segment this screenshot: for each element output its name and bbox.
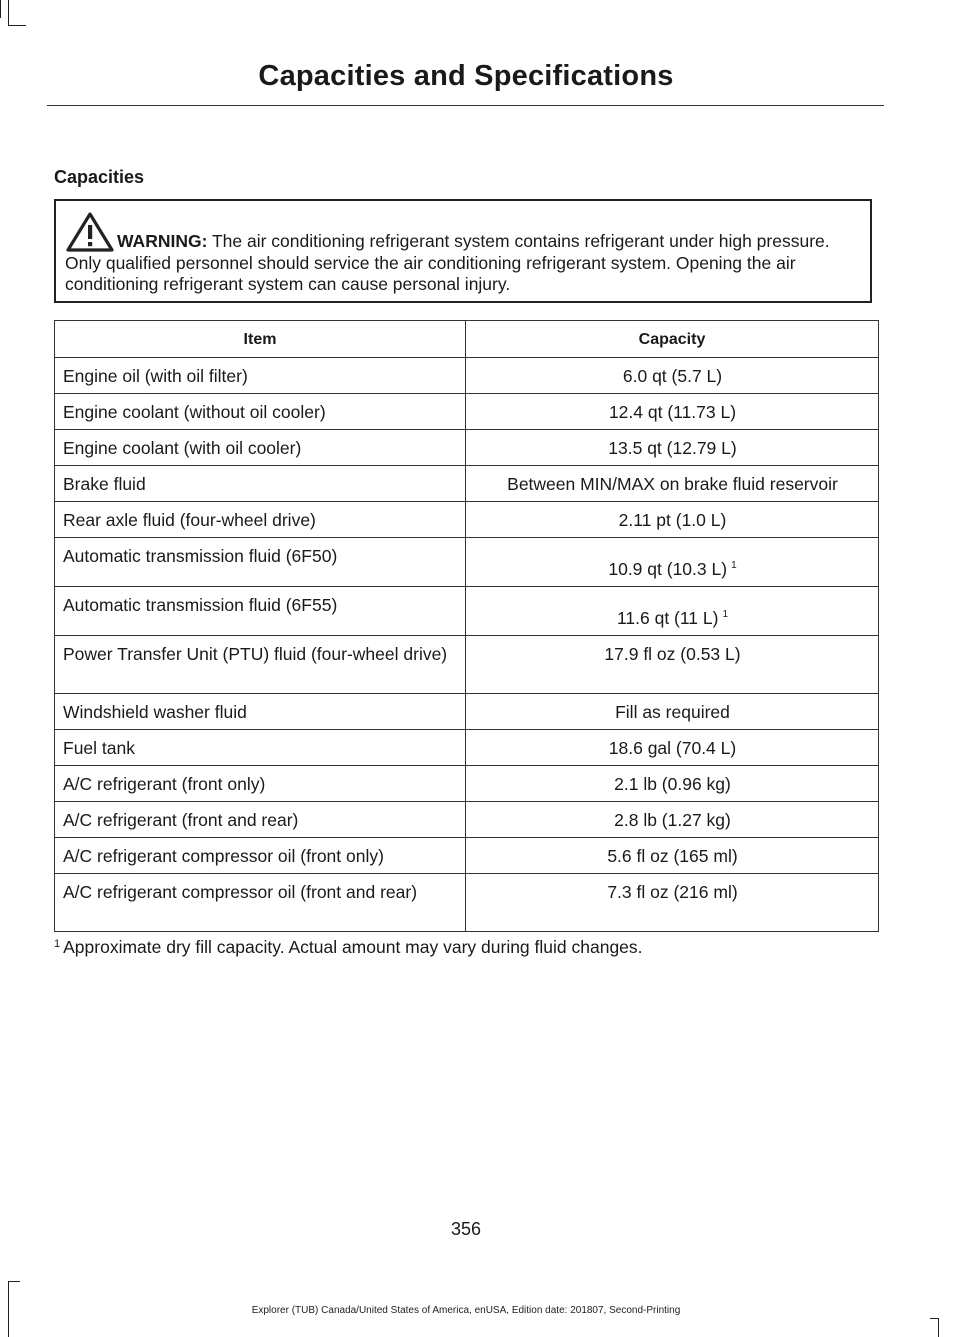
capacity-cell (466, 538, 879, 587)
table-row (55, 430, 879, 466)
item-cell: Automatic transmission fluid (6F55) (55, 587, 466, 636)
item-cell: Fuel tank (55, 730, 466, 766)
capacity-cell: 2.8 lb (1.27 kg) (466, 802, 879, 838)
item-cell: A/C refrigerant (front only) (55, 766, 466, 802)
page-title: Capacities and Specifications (258, 60, 674, 92)
warning-text (65, 231, 865, 296)
crop-mark (8, 1281, 20, 1282)
item-cell: Windshield washer fluid (55, 694, 466, 730)
table-row (55, 636, 879, 694)
table-row (55, 587, 879, 636)
header-divider (47, 105, 884, 106)
warning-body: The air conditioning refrigerant system contains refrigerant under high pressure. Only qualified personnel should service the air conditioning refrigerant system. Opening the air conditioning refrigerant system can cause personal injury. (65, 231, 830, 294)
page-number: 356 (450, 1219, 482, 1239)
item-cell: Rear axle fluid (four-wheel drive) (55, 502, 466, 538)
capacity-cell: 2.11 pt (1.0 L) (466, 502, 879, 538)
warning-box (54, 199, 872, 303)
table-row (55, 766, 879, 802)
item-cell: A/C refrigerant compressor oil (front and rear) (55, 874, 466, 932)
capacity-cell: 12.4 qt (11.73 L) (466, 394, 879, 430)
column-header-item: Item (55, 321, 466, 358)
crop-mark (930, 1318, 939, 1319)
capacity-cell: 7.3 fl oz (216 ml) (466, 874, 879, 932)
capacity-cell: 18.6 gal (70.4 L) (466, 730, 879, 766)
capacity-cell: 6.0 qt (5.7 L) (466, 358, 879, 394)
table-header-row (55, 321, 879, 358)
capacity-cell: 13.5 qt (12.79 L) (466, 430, 879, 466)
table-row (55, 838, 879, 874)
footnote-marker: 1 (54, 938, 61, 950)
edition-line: Explorer (TUB) Canada/United States of America, enUSA, Edition date: 201807, Second-Printing (251, 1305, 681, 1316)
warning-label: WARNING: (117, 231, 208, 251)
item-cell: A/C refrigerant compressor oil (front only) (55, 838, 466, 874)
table-row (55, 358, 879, 394)
item-cell: Power Transfer Unit (PTU) fluid (four-wheel drive) (55, 636, 466, 694)
footnote-ref: 1 (722, 609, 729, 620)
item-cell: Engine coolant (with oil cooler) (55, 430, 466, 466)
table-row (55, 502, 879, 538)
table-row (55, 394, 879, 430)
item-cell: Automatic transmission fluid (6F50) (55, 538, 466, 587)
capacities-table (54, 320, 879, 932)
capacity-cell: 17.9 fl oz (0.53 L) (466, 636, 879, 694)
section-heading: Capacities (54, 167, 145, 187)
capacity-cell: 2.1 lb (0.96 kg) (466, 766, 879, 802)
capacity-cell: Fill as required (466, 694, 879, 730)
table-row (55, 466, 879, 502)
item-cell: Engine oil (with oil filter) (55, 358, 466, 394)
crop-mark (938, 1318, 939, 1337)
table-row (55, 730, 879, 766)
capacity-cell: Between MIN/MAX on brake fluid reservoir (466, 466, 879, 502)
footnote-text: Approximate dry fill capacity. Actual amount may vary during fluid changes. (63, 937, 643, 957)
item-cell: Brake fluid (55, 466, 466, 502)
item-cell: A/C refrigerant (front and rear) (55, 802, 466, 838)
table-row (55, 802, 879, 838)
crop-mark (8, 0, 9, 26)
column-header-capacity: Capacity (466, 321, 879, 358)
table-row (55, 694, 879, 730)
item-cell: Engine coolant (without oil cooler) (55, 394, 466, 430)
capacity-value: 10.9 qt (10.3 L) (608, 559, 728, 579)
table-row (55, 874, 879, 932)
footnote-ref: 1 (731, 560, 737, 571)
capacity-value: 11.6 qt (11 L) (616, 608, 719, 628)
crop-mark (0, 0, 1, 18)
table-row (55, 538, 879, 587)
capacity-cell (466, 587, 879, 636)
crop-mark (8, 25, 26, 26)
footnote (54, 933, 894, 958)
capacity-cell: 5.6 fl oz (165 ml) (466, 838, 879, 874)
